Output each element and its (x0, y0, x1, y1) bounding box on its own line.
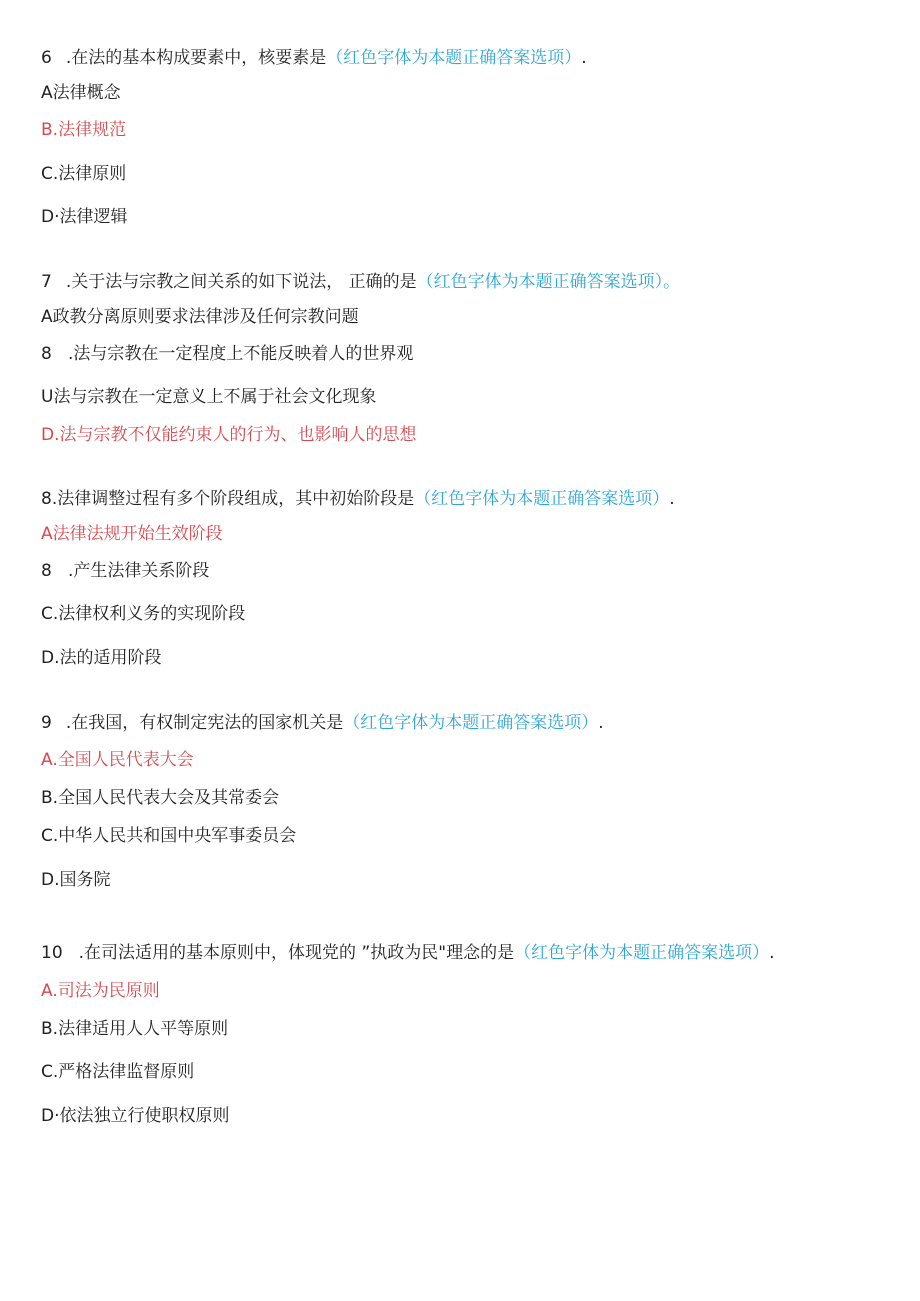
question-tail: . (598, 713, 604, 733)
question-number: 7 (41, 272, 52, 292)
question-text: .关于法与宗教之间关系的如下说法， 正确的是 (65, 272, 417, 292)
answer-hint: （红色字体为本题正确答案选项） (414, 489, 670, 509)
option-d: D·依法独立行使职权原则 (41, 1106, 230, 1126)
option-b: 8 .产生法律关系阶段 (41, 561, 210, 581)
answer-hint: （红色字体为本题正确答案选项） (326, 48, 582, 68)
option-d: D.法的适用阶段 (41, 648, 162, 668)
option-a-correct: A.全国人民代表大会 (41, 750, 194, 770)
option-c: C.法律原则 (41, 164, 127, 184)
question-tail: . (769, 943, 775, 963)
option-a: A政教分离原则要求法律涉及任何宗教问题 (41, 307, 359, 327)
option-a-correct: A法律法规开始生效阶段 (41, 524, 223, 544)
question-number: 6 (41, 48, 52, 68)
question-8-stem (41, 487, 675, 511)
question-9-stem (41, 711, 604, 735)
question-10-stem (41, 941, 774, 965)
option-b: B.法律适用人人平等原则 (41, 1019, 229, 1039)
question-tail: . (669, 489, 675, 509)
question-text: .在司法适用的基本原则中，体现党的 ”执政为民"理念的是 (78, 943, 515, 963)
option-d: D·法律逻辑 (41, 207, 128, 227)
question-number: 9 (41, 713, 52, 733)
option-b: 8 .法与宗教在一定程度上不能反映着人的世界观 (41, 344, 414, 364)
option-a: A法律概念 (41, 83, 121, 103)
option-d: D.国务院 (41, 870, 111, 890)
option-c: C.严格法律监督原则 (41, 1062, 195, 1082)
answer-hint: （红色字体为本题正确答案选项）。 (416, 272, 681, 292)
option-b-correct: B.法律规范 (41, 120, 127, 140)
option-c: U法与宗教在一定意义上不属于社会文化现象 (41, 387, 377, 407)
option-b: B.全国人民代表大会及其常委会 (41, 788, 280, 808)
question-number: 10 (41, 943, 63, 963)
option-a-correct: A.司法为民原则 (41, 981, 160, 1001)
answer-hint: （红色字体为本题正确答案选项） (343, 713, 599, 733)
question-6-stem (41, 46, 587, 70)
question-tail: . (581, 48, 587, 68)
question-text: .在法的基本构成要素中，核要素是 (65, 48, 327, 68)
option-c: C.中华人民共和国中央军事委员会 (41, 826, 297, 846)
option-d-correct: D.法与宗教不仅能约束人的行为、也影响人的思想 (41, 425, 417, 445)
question-7-stem (41, 270, 680, 294)
question-text: 8.法律调整过程有多个阶段组成，其中初始阶段是 (41, 489, 415, 509)
answer-hint: （红色字体为本题正确答案选项） (514, 943, 770, 963)
question-text: .在我国，有权制定宪法的国家机关是 (65, 713, 344, 733)
option-c: C.法律权利义务的实现阶段 (41, 604, 246, 624)
